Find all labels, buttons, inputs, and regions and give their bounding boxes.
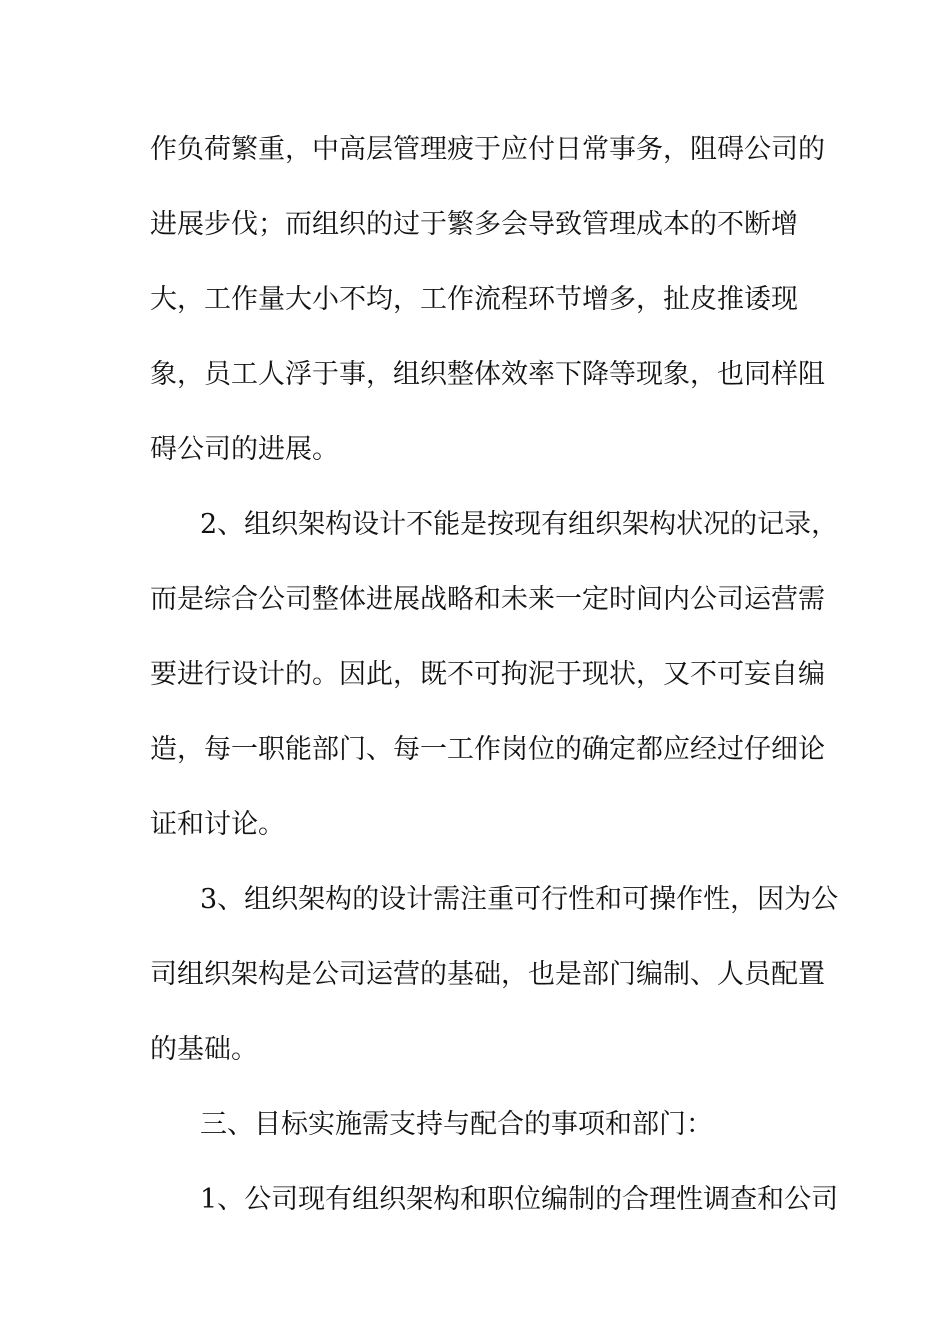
section-heading: 三、目标实施需支持与配合的事项和部门： bbox=[200, 1109, 713, 1140]
item-1-start: 1、公司现有组织架构和职位编制的合理性调查和公司 bbox=[200, 1184, 839, 1215]
text-line-13: 的基础。 bbox=[150, 1034, 258, 1065]
text-line-10: 证和讨论。 bbox=[150, 809, 285, 840]
paragraph-2-start: 2、组织架构设计不能是按现有组织架构状况的记录， bbox=[200, 509, 839, 540]
text-line-3: 大，工作量大小不均，工作流程环节增多，扯皮推诿现 bbox=[150, 284, 798, 315]
text-line-2: 进展步伐；而组织的过于繁多会导致管理成本的不断增 bbox=[150, 209, 798, 240]
text-line-4: 象，员工人浮于事，组织整体效率下降等现象，也同样阻 bbox=[150, 359, 825, 390]
text-line-12: 司组织架构是公司运营的基础，也是部门编制、人员配置 bbox=[150, 959, 825, 990]
text-line-8: 要进行设计的。因此，既不可拘泥于现状，又不可妄自编 bbox=[150, 659, 825, 690]
text-line-9: 造，每一职能部门、每一工作岗位的确定都应经过仔细论 bbox=[150, 734, 825, 765]
text-line-5: 碍公司的进展。 bbox=[150, 434, 339, 465]
paragraph-3-start: 3、组织架构的设计需注重可行性和可操作性，因为公 bbox=[200, 884, 839, 915]
text-line-7: 而是综合公司整体进展战略和未来一定时间内公司运营需 bbox=[150, 584, 825, 615]
text-line-1: 作负荷繁重，中高层管理疲于应付日常事务，阻碍公司的 bbox=[150, 134, 825, 165]
